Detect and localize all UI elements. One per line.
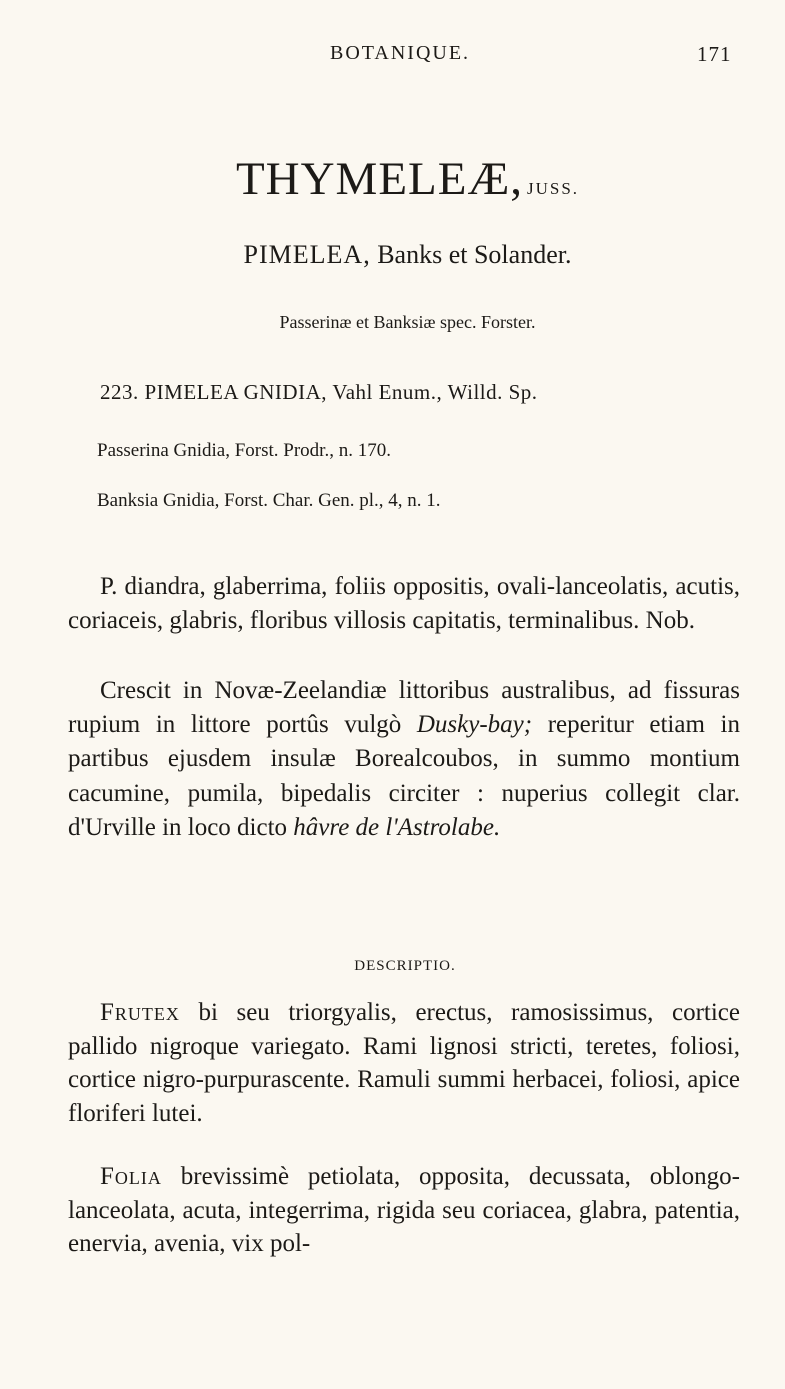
description-heading: DESCRIPTIO. xyxy=(354,958,456,974)
folia-paragraph xyxy=(68,1160,740,1261)
folia-text xyxy=(68,1160,740,1261)
habitat-place-astrolabe: hâvre de l'Astrolabe. xyxy=(293,813,501,841)
genus-synonym: Passerinæ et Banksiæ spec. Forster. xyxy=(279,312,536,332)
frutex-paragraph xyxy=(68,996,740,1130)
species-number: 223. xyxy=(100,380,139,404)
habitat-place-dusky-bay: Dusky-bay; xyxy=(416,711,533,739)
species-heading xyxy=(100,380,538,405)
running-title: BOTANIQUE. xyxy=(330,42,471,64)
synonym-entry: Banksia Gnidia, Forst. Char. Gen. pl., 4, n. 1. xyxy=(97,490,441,511)
diagnosis-text: P. diandra, glaberrima, foliis oppositis, ovali-lanceolatis, acutis, coriaceis, glabris, floribus villosis capitatis, terminalibus. Nob. xyxy=(68,573,740,635)
genus-name: PIMELEA, xyxy=(243,240,371,269)
frutex-body: bi seu triorgyalis, erectus, ramosissimus, cortice pallido nigroque variegato. Rami lignosi stricti, teretes, foliosi, cortice nigro-purpurascente. Ramuli summi herbacei, foliosi, apice floriferi lutei. xyxy=(68,999,740,1127)
diagnosis-paragraph xyxy=(68,570,740,638)
species-name: PIMELEA GNIDIA, xyxy=(144,380,327,404)
frutex-lead: Frutex xyxy=(100,999,180,1026)
genus-heading xyxy=(0,240,785,270)
habitat-text-start: Crescit in Novæ-Zeelandiæ littoribus australibus, ad fissuras rupium in littore portûs vulgò xyxy=(68,677,740,739)
species-references: Vahl Enum., Willd. Sp. xyxy=(332,380,538,404)
family-heading xyxy=(0,152,785,206)
habitat-text xyxy=(68,674,740,845)
running-head xyxy=(0,42,785,72)
family-name: THYMELEÆ, xyxy=(235,153,523,205)
synonym-entry: Passerina Gnidia, Forst. Prodr., n. 170. xyxy=(97,440,391,461)
folia-body: brevissimè petiolata, opposita, decussata, oblongo-lanceolata, acuta, integerrima, rigida seu coriacea, glabra, patentia, enervia, avenia, vix pol- xyxy=(68,1163,740,1257)
family-author: JUSS. xyxy=(527,179,580,198)
genus-author: Banks et Solander. xyxy=(377,240,572,269)
page-number: 171 xyxy=(697,42,732,66)
habitat-paragraph xyxy=(68,674,740,845)
frutex-text xyxy=(68,996,740,1130)
folia-lead: Folia xyxy=(100,1163,162,1190)
habitat-text-middle: reperitur etiam in partibus ejusdem insulæ Borealcoubos, in summo montium cacumine, pumila, bipedalis circiter : nuperius collegit clar. d'Urville in loco dicto xyxy=(68,711,740,841)
